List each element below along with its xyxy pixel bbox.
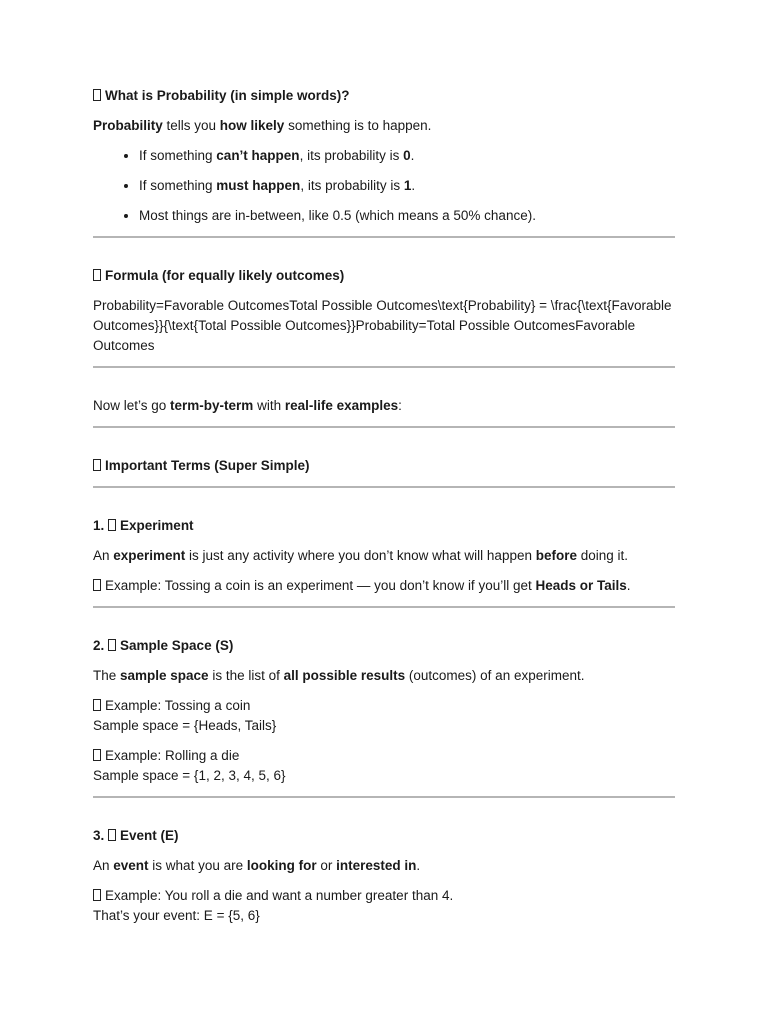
sample-space-definition: The sample space is the list of all possible results (outcomes) of an experiment.: [93, 668, 585, 683]
missing-glyph-icon: [93, 579, 101, 591]
heading-formula: Formula (for equally likely outcomes): [93, 266, 675, 286]
event-definition: An event is what you are looking for or interested in.: [93, 858, 421, 873]
bullet-must-happen: • If something must happen, its probability is 1.: [139, 176, 675, 196]
divider: [93, 606, 675, 608]
experiment-definition: An experiment is just any activity where you don’t know what will happen before doing it.: [93, 548, 629, 563]
heading-experiment: 1. Experiment: [93, 518, 194, 533]
missing-glyph-icon: [108, 519, 116, 531]
divider: [93, 236, 675, 238]
heading-sample-space: 2. Sample Space (S): [93, 638, 234, 653]
missing-glyph-icon: [108, 639, 116, 651]
missing-glyph-icon: [93, 459, 101, 471]
document-content: [93, 86, 675, 936]
experiment-example: Example: Tossing a coin is an experiment — you don’t know if you’ll get Heads or Tails.: [93, 576, 675, 596]
sample-space-example-coin: Example: Tossing a coin Sample space = {Heads, Tails}: [93, 698, 277, 733]
missing-glyph-icon: [108, 829, 116, 841]
divider: [93, 796, 675, 798]
divider: [93, 426, 675, 428]
divider: [93, 486, 675, 488]
probability-intro: Probability tells you how likely something is to happen.: [93, 118, 432, 133]
missing-glyph-icon: [93, 89, 101, 101]
bullet-in-between: • Most things are in-between, like 0.5 (which means a 50% chance).: [139, 206, 675, 226]
missing-glyph-icon: [93, 269, 101, 281]
probability-bullets: [93, 146, 675, 226]
sample-space-example-die: Example: Rolling a die Sample space = {1, 2, 3, 4, 5, 6}: [93, 748, 286, 783]
divider: [93, 366, 675, 368]
term-by-term-intro: Now let’s go term-by-term with real-life examples:: [93, 398, 402, 413]
missing-glyph-icon: [93, 889, 101, 901]
event-example: Example: You roll a die and want a number greater than 4. That’s your event: E = {5, 6}: [93, 888, 454, 923]
missing-glyph-icon: [93, 749, 101, 761]
missing-glyph-icon: [93, 699, 101, 711]
heading-event: 3. Event (E): [93, 828, 179, 843]
bullet-cant-happen: • If something can’t happen, its probability is 0.: [139, 146, 675, 166]
heading-what-is-probability: What is Probability (in simple words)?: [93, 86, 675, 106]
formula-text: Probability=Favorable OutcomesTotal Possible Outcomes\text{Probability} = \frac{\text{Favorable Outcomes}}{\text{Total Possible Outcomes}}Probability=Total Possible OutcomesFavorable Outcomes: [93, 298, 672, 353]
heading-important-terms: Important Terms (Super Simple): [93, 456, 675, 476]
